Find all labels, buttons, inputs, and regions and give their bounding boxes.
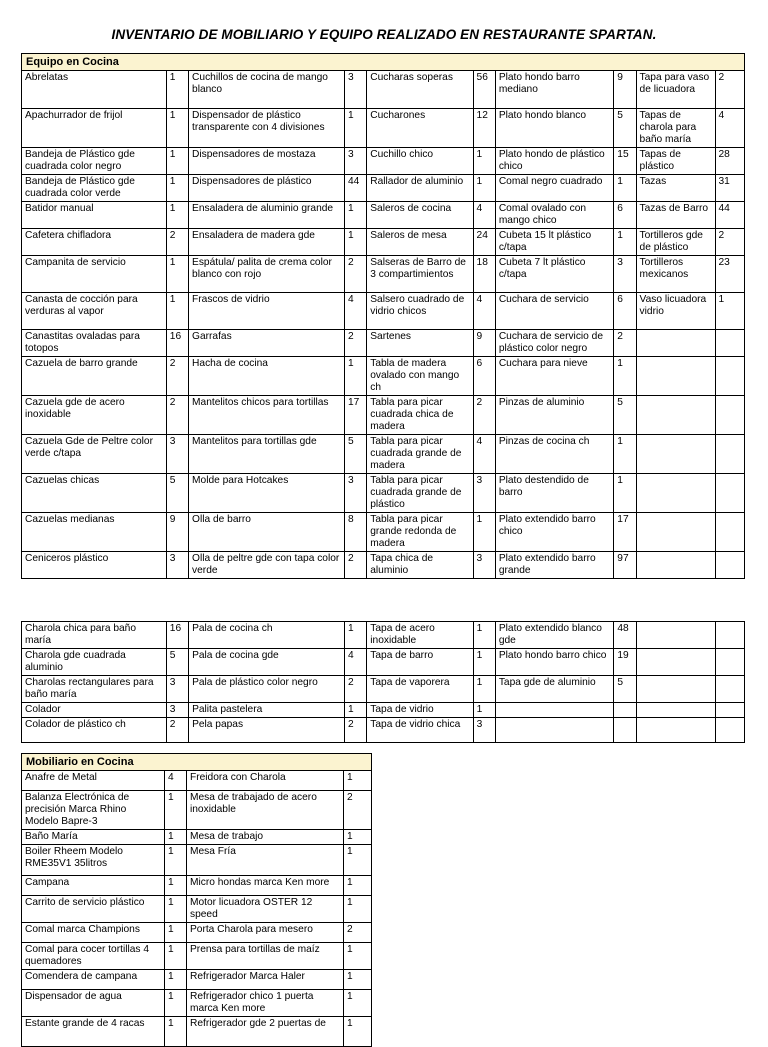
item-quantity-cell: 3 [166, 435, 188, 474]
item-quantity-cell: 1 [344, 896, 372, 923]
table-row [22, 293, 745, 330]
item-quantity-cell: 1 [165, 990, 187, 1017]
item-name-cell: Carrito de servicio plástico [22, 896, 165, 923]
table-row [22, 552, 745, 579]
item-quantity-cell: 1 [344, 109, 366, 148]
table-row [22, 943, 372, 970]
item-quantity-cell: 1 [165, 876, 187, 896]
item-quantity-cell: 1 [344, 845, 372, 876]
item-quantity-cell: 1 [165, 830, 187, 845]
item-quantity-cell: 17 [344, 396, 366, 435]
item-quantity-cell: 1 [166, 71, 188, 109]
item-name-cell: Campanita de servicio [22, 256, 167, 293]
item-name-cell [636, 435, 715, 474]
item-name-cell: Cazuela gde de acero inoxidable [22, 396, 167, 435]
item-name-cell: Comendera de campana [22, 970, 165, 990]
table-row [22, 896, 372, 923]
item-name-cell: Olla de peltre gde con tapa color verde [189, 552, 345, 579]
item-name-cell: Freidora con Charola [187, 771, 344, 791]
item-name-cell: Tazas [636, 175, 715, 202]
item-name-cell [636, 703, 715, 718]
item-name-cell: Refrigerador Marca Haler [187, 970, 344, 990]
item-quantity-cell: 12 [473, 109, 495, 148]
item-name-cell: Tapas de charola para baño maría [636, 109, 715, 148]
item-quantity-cell: 3 [166, 703, 188, 718]
item-name-cell: Plato hondo de plástico chico [495, 148, 613, 175]
table-row [22, 474, 745, 513]
table-row [22, 990, 372, 1017]
item-name-cell: Mesa de trabajado de acero inoxidable [187, 791, 344, 830]
item-name-cell: Mesa de trabajo [187, 830, 344, 845]
item-name-cell [636, 513, 715, 552]
item-name-cell: Olla de barro [189, 513, 345, 552]
item-quantity-cell: 97 [614, 552, 636, 579]
item-name-cell: Tapa de barro [367, 649, 473, 676]
item-name-cell: Cazuela de barro grande [22, 357, 167, 396]
item-quantity-cell: 3 [473, 474, 495, 513]
item-quantity-cell [715, 552, 744, 579]
item-quantity-cell: 1 [473, 513, 495, 552]
table-header-row [22, 754, 372, 771]
item-quantity-cell: 5 [614, 109, 636, 148]
item-quantity-cell: 3 [473, 552, 495, 579]
table-row [22, 923, 372, 943]
item-quantity-cell: 3 [344, 148, 366, 175]
item-name-cell: Dispensador de agua [22, 990, 165, 1017]
item-quantity-cell: 2 [345, 676, 367, 703]
item-name-cell: Mantelitos chicos para tortillas [189, 396, 345, 435]
item-name-cell: Plato extendido barro grande [495, 552, 613, 579]
item-quantity-cell: 16 [166, 330, 188, 357]
item-name-cell: Tabla para picar grande redonda de madera [367, 513, 473, 552]
table-row [22, 256, 745, 293]
item-name-cell: Charola gde cuadrada aluminio [22, 649, 167, 676]
item-quantity-cell: 2 [614, 330, 636, 357]
item-quantity-cell: 1 [166, 148, 188, 175]
item-name-cell: Pala de plástico color negro [189, 676, 345, 703]
item-quantity-cell: 1 [614, 357, 636, 396]
item-name-cell: Baño María [22, 830, 165, 845]
item-quantity-cell: 2 [715, 229, 744, 256]
item-quantity-cell [715, 330, 744, 357]
item-name-cell: Porta Charola para mesero [187, 923, 344, 943]
item-quantity-cell: 1 [165, 791, 187, 830]
item-quantity-cell: 56 [473, 71, 495, 109]
item-name-cell: Balanza Electrónica de precisión Marca Rhino Modelo Bapre-3 [22, 791, 165, 830]
item-quantity-cell: 1 [344, 229, 366, 256]
mobiliario-cocina-table [21, 753, 372, 1047]
item-name-cell: Tapa gde de aluminio [495, 676, 613, 703]
table-row [22, 622, 745, 649]
item-name-cell: Cuchara de servicio [495, 293, 613, 330]
item-name-cell: Canastitas ovaladas para totopos [22, 330, 167, 357]
item-name-cell: Comal para cocer tortillas 4 quemadores [22, 943, 165, 970]
equipo-cocina-table [21, 53, 745, 579]
table-row [22, 1017, 372, 1047]
item-name-cell: Cazuelas medianas [22, 513, 167, 552]
item-name-cell: Pela papas [189, 718, 345, 743]
item-name-cell: Tapa de acero inoxidable [367, 622, 473, 649]
table-row [22, 357, 745, 396]
item-name-cell: Tortilleros mexicanos [636, 256, 715, 293]
item-quantity-cell: 2 [473, 396, 495, 435]
item-quantity-cell: 1 [165, 970, 187, 990]
item-name-cell: Refrigerador chico 1 puerta marca Ken more [187, 990, 344, 1017]
item-quantity-cell: 5 [166, 649, 188, 676]
item-quantity-cell: 1 [165, 845, 187, 876]
item-name-cell: Plato extendido blanco gde [495, 622, 613, 649]
item-name-cell [636, 622, 715, 649]
item-name-cell [636, 718, 715, 743]
item-quantity-cell: 2 [166, 718, 188, 743]
table-row [22, 229, 745, 256]
item-quantity-cell: 1 [614, 229, 636, 256]
item-quantity-cell: 6 [614, 293, 636, 330]
item-name-cell: Cazuela Gde de Peltre color verde c/tapa [22, 435, 167, 474]
item-quantity-cell: 1 [614, 435, 636, 474]
item-quantity-cell: 1 [473, 175, 495, 202]
item-name-cell [495, 718, 613, 743]
item-quantity-cell: 44 [344, 175, 366, 202]
item-quantity-cell [715, 703, 744, 718]
item-name-cell: Boiler Rheem Modelo RME35V1 35litros [22, 845, 165, 876]
item-quantity-cell: 1 [344, 202, 366, 229]
item-name-cell: Tabla de madera ovalado con mango ch [367, 357, 473, 396]
item-quantity-cell: 1 [473, 649, 495, 676]
item-quantity-cell: 1 [165, 896, 187, 923]
item-name-cell: Tapa para vaso de licuadora [636, 71, 715, 109]
item-name-cell: Prensa para tortillas de maíz [187, 943, 344, 970]
item-quantity-cell: 1 [165, 923, 187, 943]
item-name-cell [636, 357, 715, 396]
item-name-cell: Pala de cocina ch [189, 622, 345, 649]
item-name-cell: Hacha de cocina [189, 357, 345, 396]
item-quantity-cell: 1 [166, 202, 188, 229]
item-name-cell: Tabla para picar cuadrada grande de plástico [367, 474, 473, 513]
item-name-cell: Bandeja de Plástico gde cuadrada color negro [22, 148, 167, 175]
item-name-cell: Mantelitos para tortillas gde [189, 435, 345, 474]
item-name-cell: Canasta de cocción para verduras al vapor [22, 293, 167, 330]
item-quantity-cell: 48 [614, 622, 636, 649]
table-row [22, 771, 372, 791]
table-row [22, 676, 745, 703]
item-name-cell: Pinzas de cocina ch [495, 435, 613, 474]
item-name-cell: Colador [22, 703, 167, 718]
item-quantity-cell: 5 [344, 435, 366, 474]
item-quantity-cell: 3 [344, 71, 366, 109]
item-quantity-cell: 31 [715, 175, 744, 202]
item-name-cell: Cubeta 7 lt plástico c/tapa [495, 256, 613, 293]
item-quantity-cell: 1 [166, 293, 188, 330]
item-quantity-cell: 28 [715, 148, 744, 175]
item-quantity-cell: 44 [715, 202, 744, 229]
table-row [22, 148, 745, 175]
item-name-cell: Apachurrador de frijol [22, 109, 167, 148]
item-quantity-cell: 1 [165, 943, 187, 970]
item-quantity-cell: 2 [344, 552, 366, 579]
item-quantity-cell [715, 718, 744, 743]
item-name-cell: Pala de cocina gde [189, 649, 345, 676]
item-quantity-cell: 16 [166, 622, 188, 649]
item-quantity-cell: 9 [473, 330, 495, 357]
item-name-cell: Campana [22, 876, 165, 896]
section-header: Mobiliario en Cocina [22, 754, 372, 771]
item-name-cell: Plato hondo blanco [495, 109, 613, 148]
item-name-cell: Tapa de vidrio chica [367, 718, 473, 743]
item-quantity-cell: 4 [473, 293, 495, 330]
item-name-cell: Salsero cuadrado de vidrio chicos [367, 293, 473, 330]
item-quantity-cell: 3 [344, 474, 366, 513]
item-quantity-cell [715, 622, 744, 649]
item-name-cell: Tapas de plástico [636, 148, 715, 175]
item-quantity-cell: 3 [166, 676, 188, 703]
item-name-cell: Dispensadores de plástico [189, 175, 345, 202]
item-name-cell: Charolas rectangulares para baño maría [22, 676, 167, 703]
item-quantity-cell: 6 [614, 202, 636, 229]
table-row [22, 513, 745, 552]
item-quantity-cell: 23 [715, 256, 744, 293]
item-quantity-cell: 4 [165, 771, 187, 791]
item-name-cell: Cuchillos de cocina de mango blanco [189, 71, 345, 109]
item-name-cell: Mesa Fría [187, 845, 344, 876]
item-quantity-cell [614, 718, 636, 743]
item-name-cell: Cuchara de servicio de plástico color negro [495, 330, 613, 357]
table-row [22, 876, 372, 896]
item-quantity-cell [715, 513, 744, 552]
item-name-cell: Charola chica para baño maría [22, 622, 167, 649]
item-quantity-cell: 1 [345, 703, 367, 718]
item-quantity-cell: 1 [344, 943, 372, 970]
item-quantity-cell: 1 [344, 990, 372, 1017]
item-name-cell: Ceniceros plástico [22, 552, 167, 579]
table-row [22, 109, 745, 148]
item-name-cell: Tabla para picar cuadrada grande de madera [367, 435, 473, 474]
item-quantity-cell: 2 [166, 229, 188, 256]
item-quantity-cell: 2 [715, 71, 744, 109]
item-name-cell: Sartenes [367, 330, 473, 357]
item-name-cell: Micro hondas marca Ken more [187, 876, 344, 896]
item-quantity-cell: 4 [473, 435, 495, 474]
item-name-cell: Molde para Hotcakes [189, 474, 345, 513]
item-name-cell: Tapa chica de aluminio [367, 552, 473, 579]
item-quantity-cell: 4 [473, 202, 495, 229]
item-name-cell: Refrigerador gde 2 puertas de [187, 1017, 344, 1047]
item-quantity-cell: 4 [345, 649, 367, 676]
item-quantity-cell: 2 [166, 357, 188, 396]
item-quantity-cell: 1 [344, 771, 372, 791]
item-name-cell: Cucharas soperas [367, 71, 473, 109]
item-name-cell: Anafre de Metal [22, 771, 165, 791]
item-name-cell: Ensaladera de aluminio grande [189, 202, 345, 229]
item-quantity-cell: 2 [344, 791, 372, 830]
item-name-cell: Espátula/ palita de crema color blanco con rojo [189, 256, 345, 293]
item-quantity-cell [715, 435, 744, 474]
item-quantity-cell [715, 649, 744, 676]
item-name-cell: Cazuelas chicas [22, 474, 167, 513]
item-name-cell [636, 330, 715, 357]
item-quantity-cell: 1 [344, 830, 372, 845]
item-name-cell: Plato hondo barro mediano [495, 71, 613, 109]
item-quantity-cell: 1 [344, 970, 372, 990]
item-name-cell: Plato hondo barro chico [495, 649, 613, 676]
section-header: Equipo en Cocina [22, 54, 745, 71]
table-row [22, 718, 745, 743]
item-name-cell: Dispensador de plástico transparente con 4 divisiones [189, 109, 345, 148]
item-name-cell: Cuchara para nieve [495, 357, 613, 396]
item-name-cell: Tazas de Barro [636, 202, 715, 229]
item-name-cell: Comal marca Champions [22, 923, 165, 943]
table-row [22, 970, 372, 990]
item-name-cell: Estante grande de 4 racas [22, 1017, 165, 1047]
item-quantity-cell [614, 703, 636, 718]
document-title: INVENTARIO DE MOBILIARIO Y EQUIPO REALIZADO EN RESTAURANTE SPARTAN. [111, 27, 657, 42]
item-quantity-cell: 5 [166, 474, 188, 513]
item-name-cell: Frascos de vidrio [189, 293, 345, 330]
item-name-cell [636, 396, 715, 435]
item-quantity-cell [715, 474, 744, 513]
table-header-row [22, 54, 745, 71]
table-row [22, 175, 745, 202]
item-name-cell: Palita pastelera [189, 703, 345, 718]
item-quantity-cell: 1 [473, 622, 495, 649]
item-name-cell [636, 649, 715, 676]
item-name-cell: Saleros de cocina [367, 202, 473, 229]
item-name-cell [495, 703, 613, 718]
item-name-cell [636, 676, 715, 703]
item-name-cell: Garrafas [189, 330, 345, 357]
item-name-cell: Motor licuadora OSTER 12 speed [187, 896, 344, 923]
item-quantity-cell: 8 [344, 513, 366, 552]
table-row [22, 830, 372, 845]
item-quantity-cell: 2 [344, 256, 366, 293]
item-quantity-cell: 24 [473, 229, 495, 256]
item-name-cell: Bandeja de Plástico gde cuadrada color verde [22, 175, 167, 202]
item-name-cell: Batidor manual [22, 202, 167, 229]
equipo-cocina-continuation-table [21, 621, 745, 743]
item-quantity-cell: 17 [614, 513, 636, 552]
item-name-cell: Plato destendido de barro [495, 474, 613, 513]
item-name-cell: Pinzas de aluminio [495, 396, 613, 435]
item-quantity-cell: 1 [344, 876, 372, 896]
item-quantity-cell: 1 [345, 622, 367, 649]
item-quantity-cell: 2 [345, 718, 367, 743]
item-name-cell: Ensaladera de madera gde [189, 229, 345, 256]
item-quantity-cell: 1 [344, 357, 366, 396]
item-quantity-cell: 19 [614, 649, 636, 676]
item-name-cell: Tortilleros gde de plástico [636, 229, 715, 256]
item-quantity-cell: 1 [166, 256, 188, 293]
item-name-cell: Saleros de mesa [367, 229, 473, 256]
item-quantity-cell: 1 [614, 474, 636, 513]
table-row [22, 202, 745, 229]
item-quantity-cell: 1 [165, 1017, 187, 1047]
item-quantity-cell: 1 [473, 148, 495, 175]
table-row [22, 330, 745, 357]
item-quantity-cell [715, 396, 744, 435]
item-name-cell: Cubeta 15 lt plástico c/tapa [495, 229, 613, 256]
item-quantity-cell: 18 [473, 256, 495, 293]
item-quantity-cell: 4 [344, 293, 366, 330]
item-quantity-cell: 3 [614, 256, 636, 293]
item-quantity-cell: 4 [715, 109, 744, 148]
item-quantity-cell: 5 [614, 676, 636, 703]
item-name-cell [636, 552, 715, 579]
item-quantity-cell: 1 [473, 676, 495, 703]
table-row [22, 71, 745, 109]
table-row [22, 703, 745, 718]
item-quantity-cell: 1 [473, 703, 495, 718]
item-quantity-cell: 3 [473, 718, 495, 743]
table-row [22, 845, 372, 876]
item-name-cell: Colador de plástico ch [22, 718, 167, 743]
item-name-cell: Abrelatas [22, 71, 167, 109]
item-name-cell: Cafetera chifladora [22, 229, 167, 256]
item-name-cell: Dispensadores de mostaza [189, 148, 345, 175]
table-row [22, 396, 745, 435]
item-name-cell [636, 474, 715, 513]
table-row [22, 791, 372, 830]
item-quantity-cell: 1 [344, 1017, 372, 1047]
item-name-cell: Tapa de vidrio [367, 703, 473, 718]
table-row [22, 435, 745, 474]
item-name-cell: Plato extendido barro chico [495, 513, 613, 552]
item-name-cell: Tabla para picar cuadrada chica de madera [367, 396, 473, 435]
item-name-cell: Cuchillo chico [367, 148, 473, 175]
item-quantity-cell: 1 [715, 293, 744, 330]
item-name-cell: Tapa de vaporera [367, 676, 473, 703]
item-quantity-cell: 2 [344, 923, 372, 943]
item-name-cell: Rallador de aluminio [367, 175, 473, 202]
item-name-cell: Cucharones [367, 109, 473, 148]
item-quantity-cell: 15 [614, 148, 636, 175]
item-quantity-cell: 5 [614, 396, 636, 435]
table-row [22, 649, 745, 676]
item-quantity-cell: 1 [166, 175, 188, 202]
item-quantity-cell: 2 [166, 396, 188, 435]
item-quantity-cell: 1 [614, 175, 636, 202]
item-name-cell: Vaso licuadora vidrio [636, 293, 715, 330]
item-quantity-cell: 9 [166, 513, 188, 552]
item-quantity-cell: 3 [166, 552, 188, 579]
item-quantity-cell: 2 [344, 330, 366, 357]
item-quantity-cell [715, 357, 744, 396]
item-name-cell: Comal negro cuadrado [495, 175, 613, 202]
item-quantity-cell: 1 [166, 109, 188, 148]
item-quantity-cell: 9 [614, 71, 636, 109]
item-name-cell: Salseras de Barro de 3 compartimientos [367, 256, 473, 293]
item-name-cell: Comal ovalado con mango chico [495, 202, 613, 229]
item-quantity-cell: 6 [473, 357, 495, 396]
item-quantity-cell [715, 676, 744, 703]
